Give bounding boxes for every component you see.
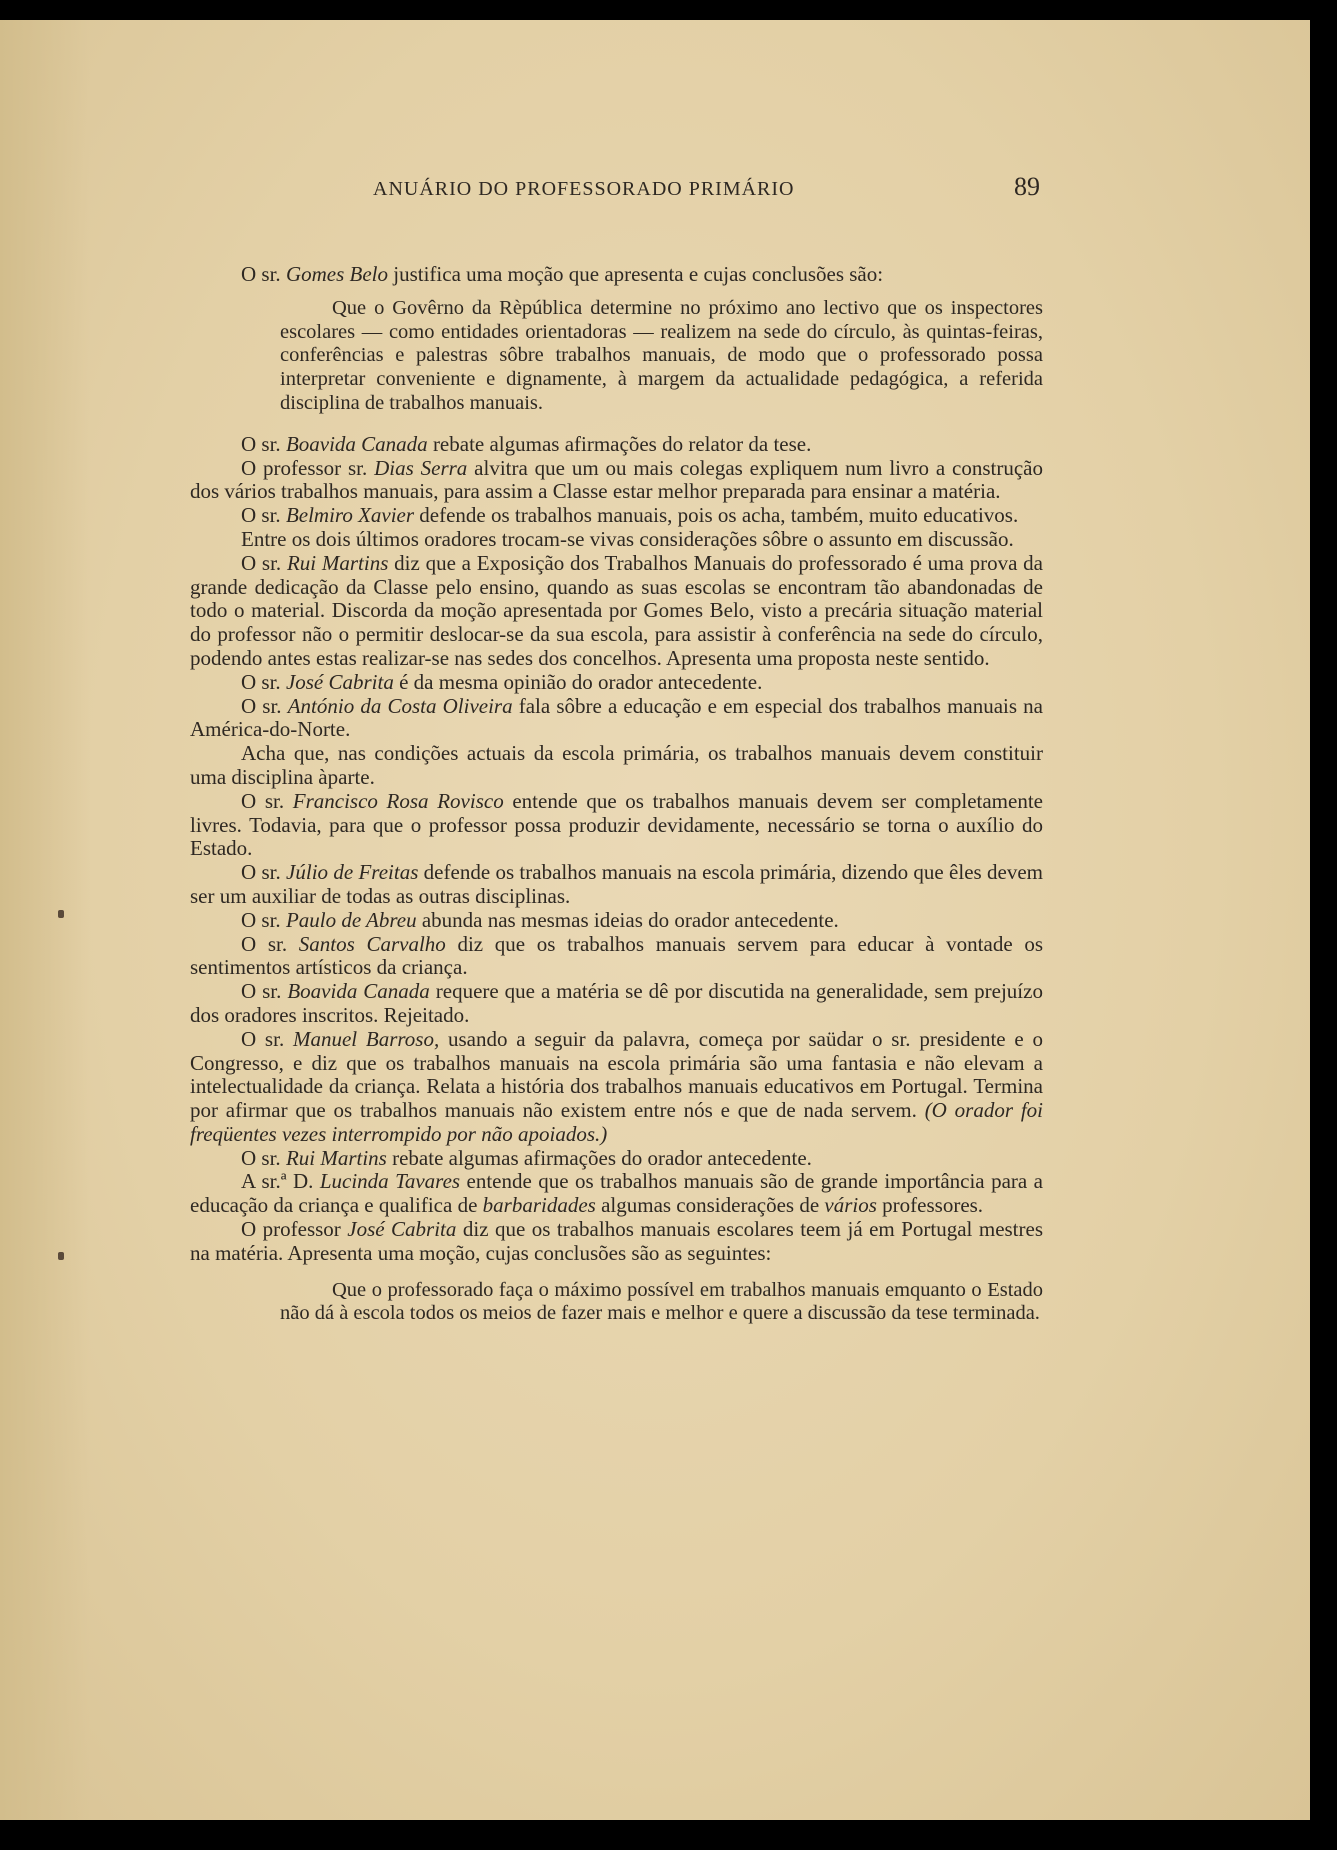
emphasis: barbaridades: [482, 1193, 596, 1218]
speaker-name: Gomes Belo: [285, 262, 388, 286]
speaker-name: Rui Martins: [286, 550, 389, 575]
margin-mark: [58, 910, 64, 918]
paragraph: Entre os dois últimos oradores trocam-se vivas considerações sôbre o assunto em discussão.: [241, 526, 1014, 551]
paragraph: O sr. Paulo de Abreu abunda nas mesmas ideias do orador antecedente.: [241, 907, 839, 932]
speaker-name: António da Costa Oliveira: [287, 693, 513, 718]
speaker-name: José Cabrita: [347, 1217, 457, 1242]
page-header: [190, 168, 1040, 208]
speaker-name: José Cabrita: [285, 669, 394, 694]
speaker-name: Belmiro Xavier: [285, 503, 415, 528]
paragraph: Acha que, nas condições actuais da escola primária, os trabalhos manuais devem constituir uma disciplina àparte.: [190, 741, 1043, 789]
speaker-name: Francisco Rosa Rovisco: [292, 788, 504, 813]
speaker-name: Paulo de Abreu: [285, 907, 417, 932]
running-title: ANUÁRIO DO PROFESSORADO PRIMÁRIO: [373, 178, 795, 200]
paragraph: O sr. Boavida Canada rebate algumas afirmações do relator da tese.: [241, 431, 812, 456]
paragraph: O sr. António da Costa Oliveira fala sôbre a educação e em especial dos trabalhos manuais na América-do-Norte.: [190, 693, 1044, 742]
speaker-name: Boavida Canada: [287, 979, 430, 1004]
speaker-name: Júlio de Freitas: [286, 860, 419, 885]
page-edge-shading: [0, 20, 90, 1820]
paragraph: O professor José Cabrita diz que os trabalhos manuais escolares teem já em Portugal mestres na matéria. Apresenta uma moção, cujas conclusões são as seguintes:: [190, 1217, 1044, 1265]
book-page: [0, 20, 1310, 1820]
paragraph: O sr. Rui Martins diz que a Exposição dos Trabalhos Manuais do professorado é uma prova da grande dedicação da Classe pelo ensino, quando as suas escolas se encontram tão abandonadas de todo o material. Discorda da moção apresentada por Gomes Belo, visto a precária situação material do professor não o permitir deslocar-se da sua escola, para assistir à conferência na sede do círculo, podendo antes estas realizar-se nas sedes dos concelhos. Apresenta uma proposta neste sentido.: [190, 550, 1043, 670]
page-body: [190, 263, 1043, 1326]
paragraph: O sr. Rui Martins rebate algumas afirmações do orador antecedente.: [241, 1145, 812, 1170]
paragraph: O professor sr. Dias Serra alvitra que um ou mais colegas expliquem num livro a construção dos vários trabalhos manuais, para assim a Classe estar melhor preparada para ensinar a matéria.: [190, 455, 1043, 504]
speaker-name: Boavida Canada: [285, 431, 428, 456]
paragraph: O sr. José Cabrita é da mesma opinião do orador antecedente.: [241, 669, 763, 694]
paragraph: O sr. Manuel Barroso, usando a seguir da palavra, começa por saüdar o sr. presidente e o Congresso, e diz que os trabalhos manuais na escola primária são uma fantasia e não elevam a intelectualidade da criança. Relata a história dos trabalhos manuais educativos em Portugal. Termina por afirmar que os trabalhos manuais não existem entre nós e que de nada servem. (O orador foi freqüentes vezes interrompido por não apoiados.): [190, 1026, 1043, 1146]
page-number: 89: [1014, 172, 1040, 201]
margin-mark: [58, 1252, 64, 1260]
speaker-name: Dias Serra: [374, 455, 468, 480]
emphasis: vários: [824, 1193, 877, 1218]
paragraph: O sr. Francisco Rosa Rovisco entende que os trabalhos manuais devem ser completamente livres. Todavia, para que o professor possa produzir devidamente, necessário se torna o auxílio do Estado.: [190, 788, 1043, 861]
paragraph: O sr. Santos Carvalho diz que os trabalhos manuais servem para educar à vontade os sentimentos artísticos da criança.: [190, 931, 1043, 980]
stage-direction: (O orador foi freqüentes vezes interrompido por não apoiados.): [190, 1098, 1043, 1146]
speaker-name: Rui Martins: [285, 1145, 387, 1170]
paragraph: O sr. Gomes Belo justifica uma moção que apresenta e cujas conclusões são:: [241, 262, 884, 286]
motion-quote: Que o professorado faça o máximo possível em trabalhos manuais emquanto o Estado não dá à escola todos os meios de fazer mais e melhor e quere a discussão da tese terminada.: [280, 1278, 1043, 1325]
paragraph: A sr.ª D. Lucinda Tavares entende que os trabalhos manuais são de grande importância para a educação da criança e qualifica de barbaridades algumas considerações de vários professores.: [190, 1169, 1043, 1218]
paragraph: O sr. Belmiro Xavier defende os trabalhos manuais, pois os acha, também, muito educativos.: [241, 503, 1019, 528]
speaker-name: Santos Carvalho: [298, 931, 446, 956]
speaker-name: Lucinda Tavares: [319, 1169, 461, 1194]
speaker-name: Manuel Barroso,: [292, 1026, 440, 1051]
paragraph: O sr. Júlio de Freitas defende os trabalhos manuais na escola primária, dizendo que êles devem ser um auxiliar de todas as outras disciplinas.: [190, 860, 1043, 908]
paragraph: O sr. Boavida Canada requere que a matéria se dê por discutida na generalidade, sem prejuízo dos oradores inscritos. Rejeitado.: [190, 979, 1043, 1027]
motion-quote: Que o Govêrno da Rèpública determine no próximo ano lectivo que os inspectores escolares — como entidades orientadoras — realizem na sede do círculo, às quintas-feiras, conferências e palestras sôbre trabalhos manuais, de modo que o professorado possa interpretar conveniente e dignamente, à margem da actualidade pedagógica, a referida disciplina de trabalhos manuais.: [280, 296, 1043, 414]
